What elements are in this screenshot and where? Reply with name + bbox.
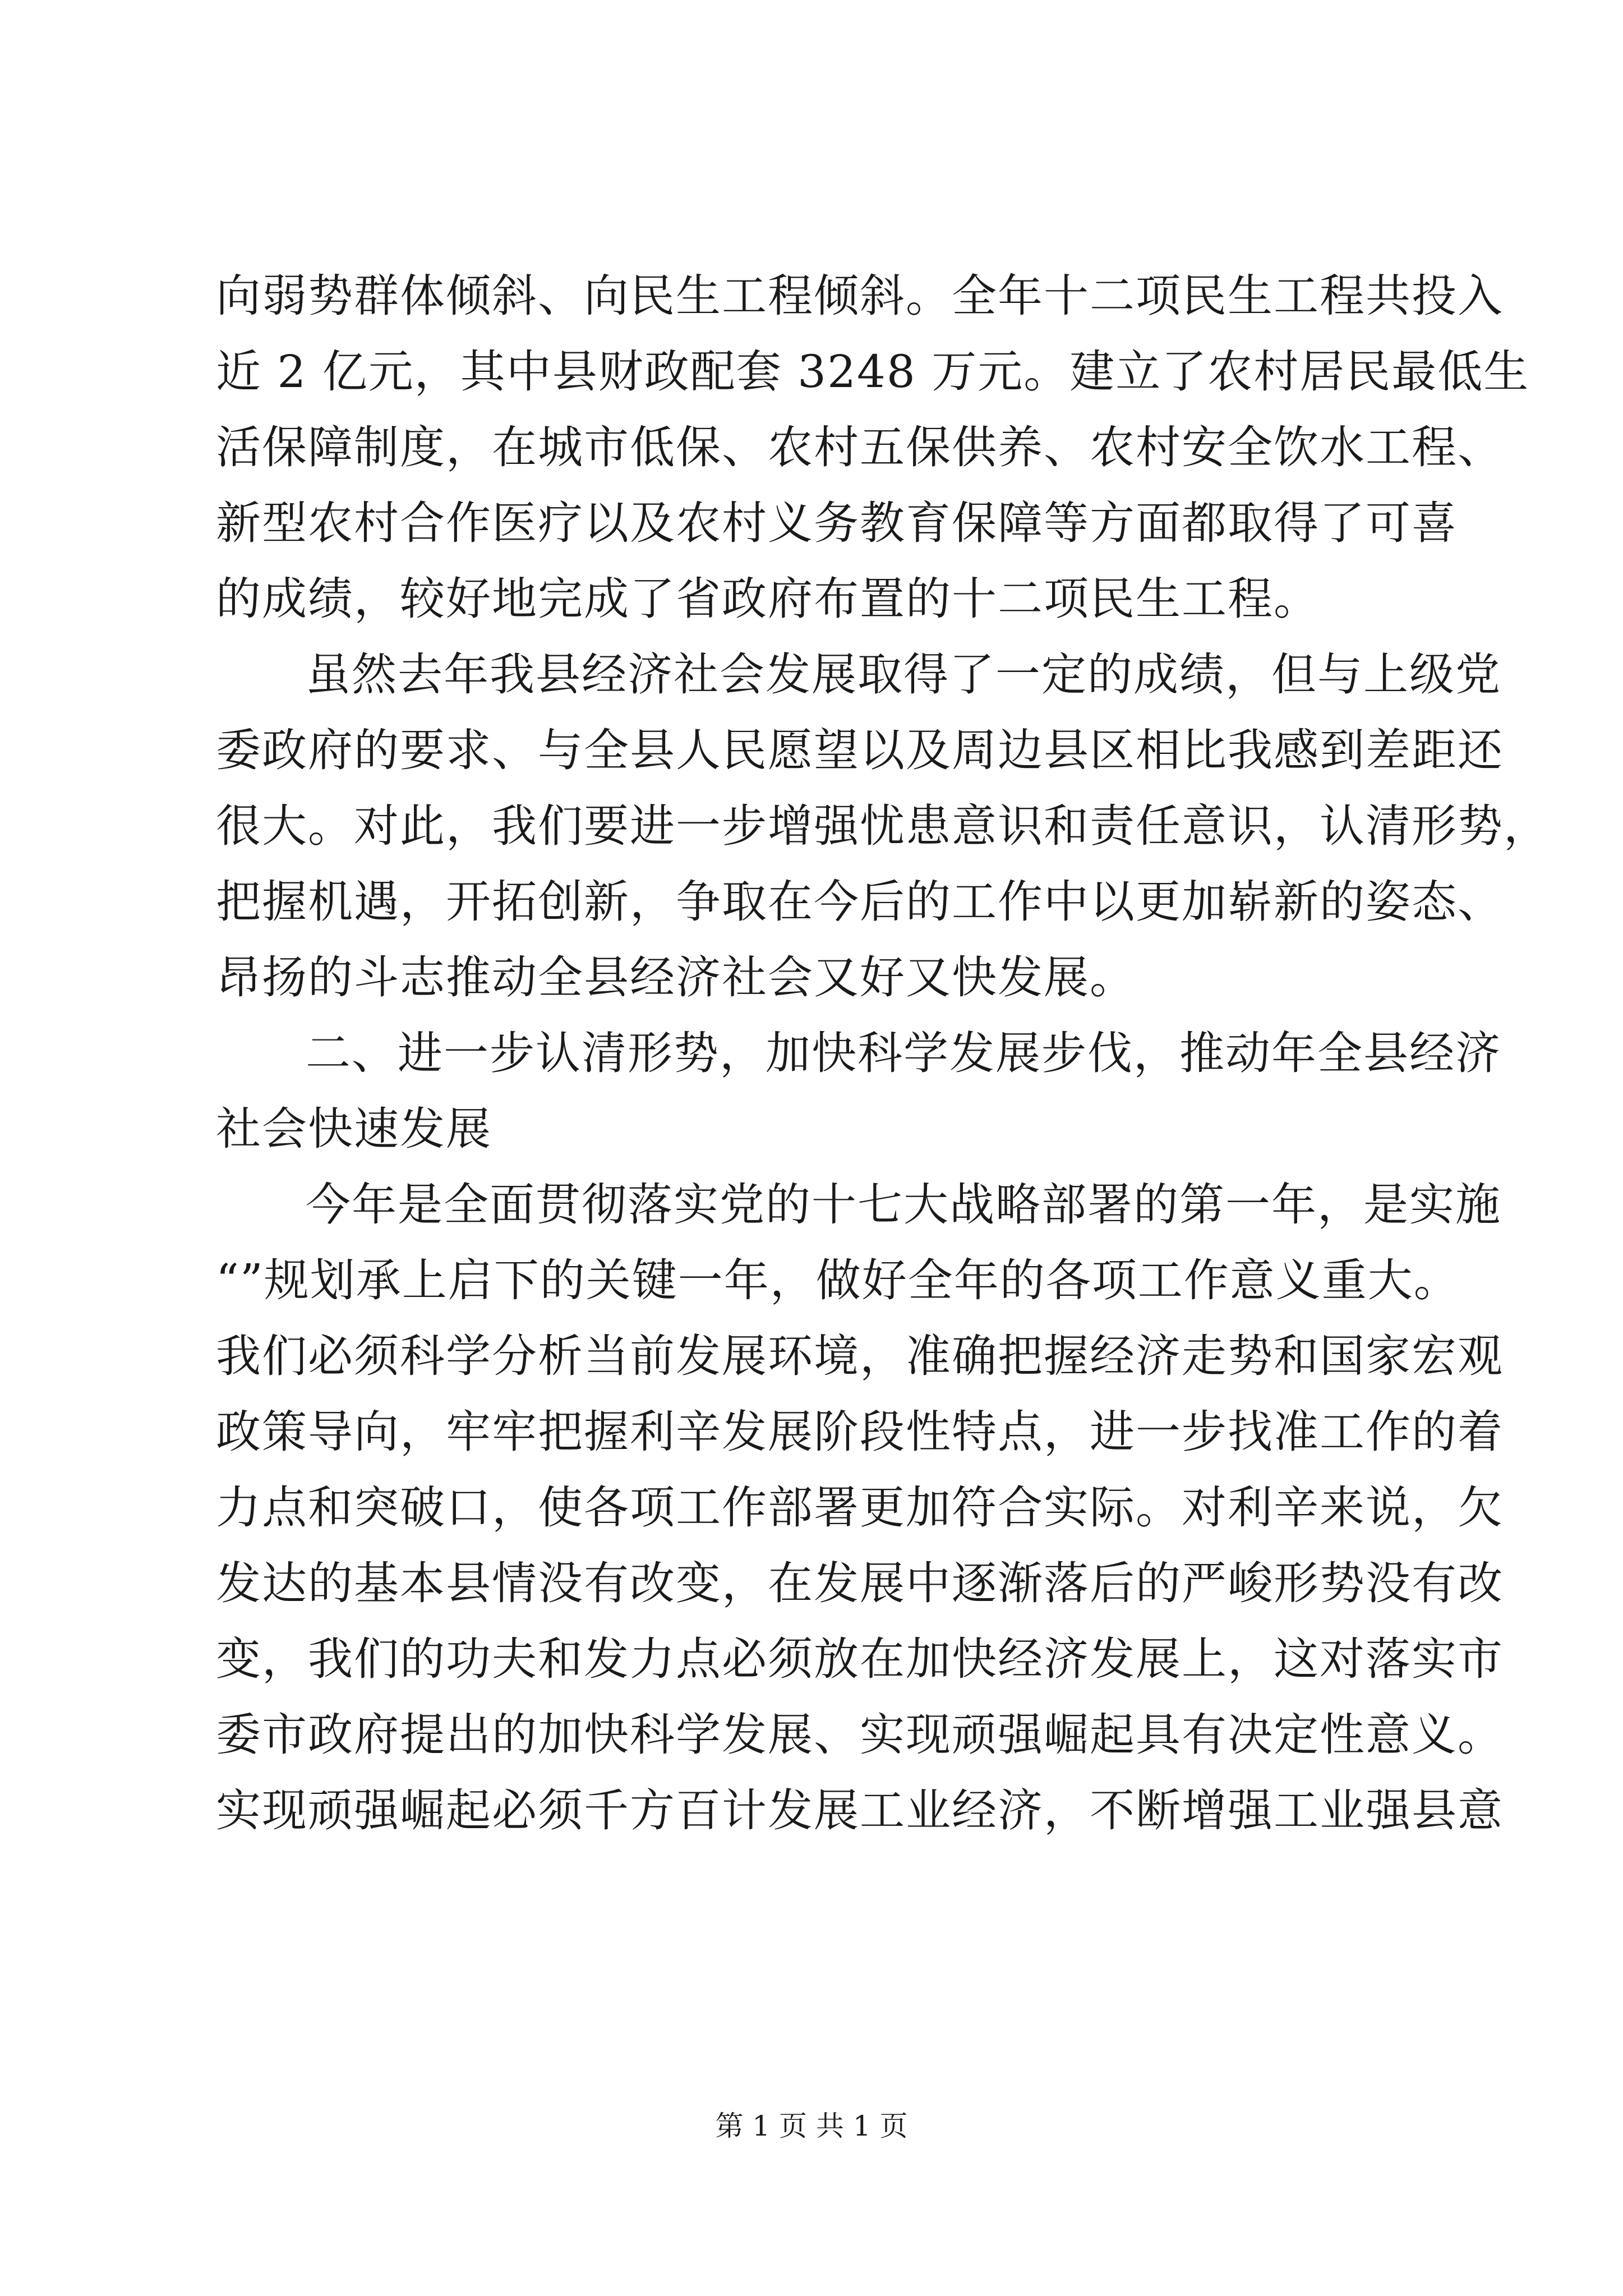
body-line: 发达的基本县情没有改变，在发展中逐渐落后的严峻形势没有改 — [216, 1557, 1504, 1609]
body-line: 政策导向，牢牢把握利辛发展阶段性特点，进一步找准工作的着 — [216, 1406, 1504, 1458]
body-line: 委市政府提出的加快科学发展、实现顽强崛起具有决定性意义。 — [216, 1709, 1504, 1761]
section-heading: 二、进一步认清形势，加快科学发展步伐，推动年全县经济 — [306, 1027, 1501, 1079]
body-line: 近 2 亿元，其中县财政配套 3248 万元。建立了农村居民最低生 — [216, 346, 1530, 398]
body-line: 活保障制度，在城市低保、农村五保供养、农村安全饮水工程、 — [216, 421, 1504, 473]
body-line: 实现顽强崛起必须千方百计发展工业经济，不断增强工业强县意 — [216, 1784, 1504, 1837]
paragraph-first-line: 虽然去年我县经济社会发展取得了一定的成绩，但与上级党 — [306, 648, 1501, 701]
body-line: 很大。对此，我们要进一步增强忧患意识和责任意识，认清形势， — [216, 800, 1550, 852]
body-line: 新型农村合作医疗以及农村义务教育保障等方面都取得了可喜 — [216, 497, 1458, 549]
body-line: 把握机遇，开拓创新，争取在今后的工作中以更加崭新的姿态、 — [216, 876, 1504, 928]
document-body — [216, 258, 1550, 1848]
body-line: 向弱势群体倾斜、向民生工程倾斜。全年十二项民生工程共投入 — [216, 270, 1504, 322]
body-line: 委政府的要求、与全县人民愿望以及周边县区相比我感到差距还 — [216, 724, 1504, 776]
body-line: 昂扬的斗志推动全县经济社会又好又快发展。 — [216, 951, 1136, 1004]
section-heading-continued: 社会快速发展 — [216, 1103, 492, 1155]
body-line: 的成绩，较好地完成了省政府布置的十二项民生工程。 — [216, 573, 1320, 625]
page-footer: 第 1 页 共 1 页 — [715, 2110, 908, 2142]
body-line: 力点和突破口，使各项工作部署更加符合实际。对利辛来说，欠 — [216, 1481, 1504, 1534]
body-line: “”规划承上启下的关键一年，做好全年的各项工作意义重大。 — [216, 1254, 1460, 1306]
body-line: 我们必须科学分析当前发展环境，准确把握经济走势和国家宏观 — [216, 1330, 1504, 1382]
paragraph-first-line: 今年是全面贯彻落实党的十七大战略部署的第一年，是实施 — [306, 1179, 1501, 1231]
body-line: 变，我们的功夫和发力点必须放在加快经济发展上，这对落实市 — [216, 1633, 1504, 1685]
